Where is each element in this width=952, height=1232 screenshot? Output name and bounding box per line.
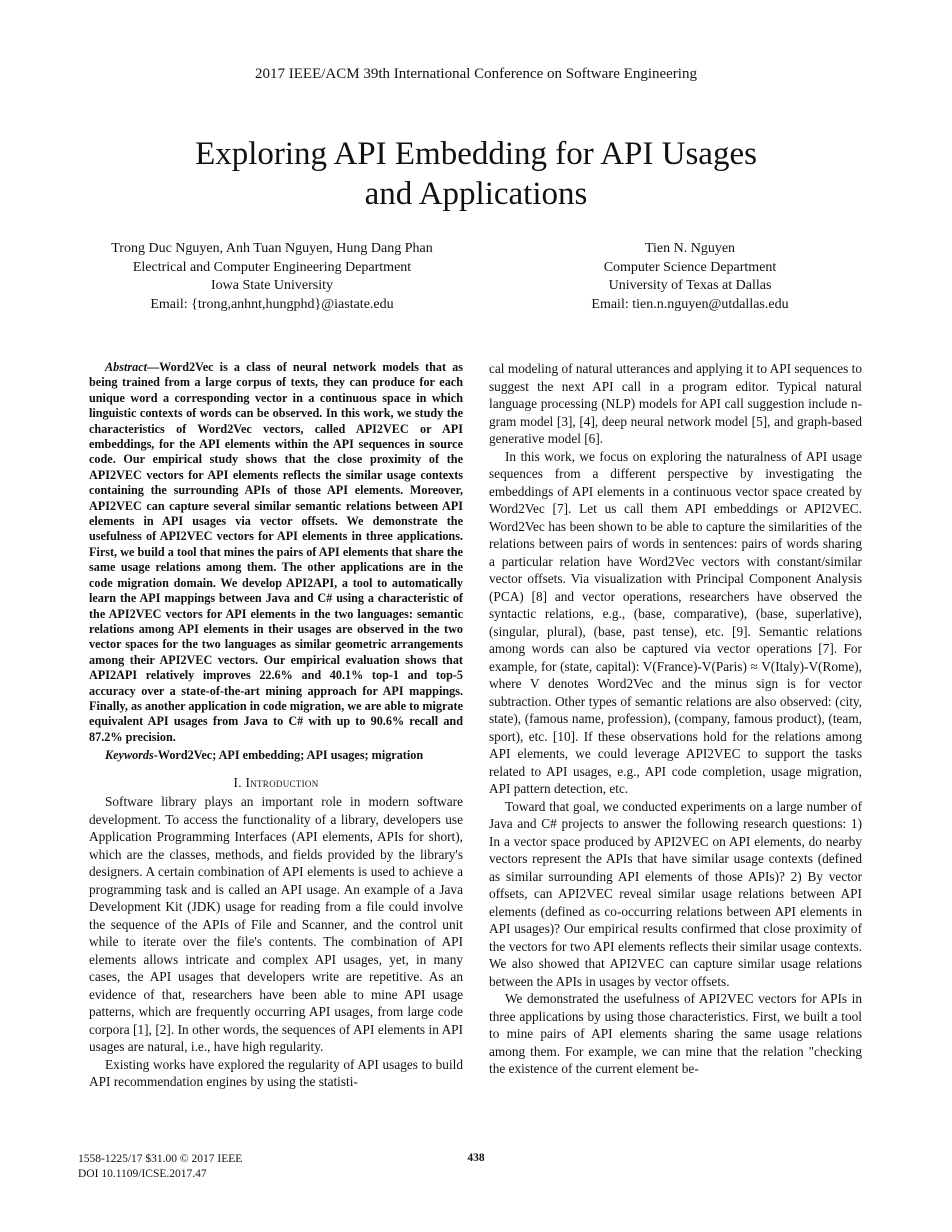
author-block-2 <box>540 240 840 314</box>
author-university: Iowa State University <box>210 278 334 293</box>
keywords-text: -Word2Vec; API embedding; API usages; migration <box>153 748 424 763</box>
author-university: University of Texas at Dallas <box>608 278 772 293</box>
left-column <box>89 360 463 1091</box>
author-block-1 <box>72 240 472 314</box>
section-number: I. <box>233 774 242 790</box>
section-heading-introduction <box>89 774 463 792</box>
author-names: Tien N. Nguyen <box>644 241 736 256</box>
keywords <box>89 748 463 763</box>
footer-doi: DOI 10.1109/ICSE.2017.47 <box>78 1168 207 1180</box>
author-department: Electrical and Computer Engineering Department <box>132 259 412 275</box>
author-email: Email: tien.n.nguyen@utdallas.edu <box>591 296 789 312</box>
conference-header: 2017 IEEE/ACM 39th International Conference on Software Engineering <box>255 66 697 82</box>
footer-issn: 1558-1225/17 $31.00 © 2017 IEEE <box>78 1153 243 1165</box>
paragraph: Software library plays an important role in modern software development. To access the functionality of a library, developers use Application Programming Interfaces (API elements, APIs for short), which are the classes, methods, and fields provided by the library's designers. A certain combination of API elements is used to achieve a programming task and is called an API usage. An example of a Java Development Kit (JDK) usage for reading from a file could involve the sequence of the APIs of File and Scanner, and the control unit while to iterate over the file's contents. The combination of API elements allows intricate and complex API usages, yet, in many cases, the API usages that developers write are repetitive. As an evidence of that, researchers have been able to mine API usage patterns, which are frequently occurring API usages, from large code corpora [1], [2]. In other words, the sequences of API elements in API usages are natural, i.e., have high regularity. <box>89 794 463 1055</box>
title-line-2: and Applications <box>364 176 588 212</box>
title-line-1: Exploring API Embedding for API Usages <box>195 136 757 172</box>
paragraph: Existing works have explored the regularity of API usages to build API recommendation engines by using the statisti- <box>89 1056 463 1090</box>
abstract <box>89 360 463 745</box>
paragraph: In this work, we focus on exploring the naturalness of API usage sequences from a different perspective by investigating the embeddings of API elements in a continuous vector space created by Word2Vec [7]. Let us call them API embeddings or API2VEC. Word2Vec has been shown to be able to capture the similarities of the relations between pairs of words in sentences: pairs of words sharing a particular relation have Word2Vec vectors with constant/similar vector offsets. Via visualization with Principal Component Analysis (PCA) [8] and vector operations, researchers have observed the syntactic relations, e.g., (base, comparative), (base, superlative), (singular, plural), (base, past tense), etc. [9]. Semantic relations among words can also be captured via vector operations [7]. For example, for (state, capital): V(France)-V(Paris) ≈ V(Italy)-V(Rome), where V denotes Word2Vec and the minus sign is for vector subtraction. Other types of semantic relations are also observed: (city, state), (famous name, profession), (company, famous product), (team, sport), etc. [10]. If these observations hold for the relations among API elements, we could leverage API2VEC to support the tasks related to API usages, e.g., API code completion, usage migration, API pattern detection, etc. <box>489 448 862 796</box>
paper-title <box>0 134 952 214</box>
right-column <box>489 360 862 1078</box>
paragraph: We demonstrated the usefulness of API2VEC vectors for APIs in three applications by using those characteristics. First, we built a tool to mine pairs of API elements sharing the same usage relations among them. For example, we can mine that the relation "checking the existence of the current element be- <box>489 991 862 1076</box>
author-email: Email: {trong,anhnt,hungphd}@iastate.edu <box>150 296 394 312</box>
page-number: 438 <box>467 1152 485 1164</box>
author-department: Computer Science Department <box>603 259 777 275</box>
abstract-lead: Abstract <box>105 360 147 374</box>
author-names: Trong Duc Nguyen, Anh Tuan Nguyen, Hung Dang Phan <box>111 241 433 256</box>
section-title: Introduction <box>245 774 319 790</box>
keywords-label: Keywords <box>105 748 154 763</box>
paragraph: cal modeling of natural utterances and applying it to API sequences to suggest the next API call in a program editor. Typical natural language processing (NLP) models for API call suggestion include n-gram model [3], [4], deep neural network model [5], and graph-based generative model [6]. <box>489 361 862 446</box>
paragraph: Toward that goal, we conducted experiments on a large number of Java and C# projects to answer the following research questions: 1) In a vector space produced by API2VEC on API elements, do nearby vectors represent the APIs that have similar usage contexts (defined as similar surrounding API elements of those APIs)? 2) By vector offsets, can API2VEC reveal similar usage relations between API elements (defined as co-occurring relations between API elements in API usages)? Our empirical results confirmed that close proximity of the vectors for two API elements reflects their similar usage contexts. We also showed that API2VEC can capture similar usage relations between the APIs in usages by vector offsets. <box>489 798 862 989</box>
abstract-text: —Word2Vec is a class of neural network models that as being trained from a large corpus of texts, they can produce for each unique word a corresponding vector in a continuous space in which linguistic contexts of words can be observed. In this work, we study the characteristics of Word2Vec vectors, called API2VEC or API embeddings, for the API elements within the API sequences in source code. Our empirical study shows that the close proximity of the API2VEC vectors for API elements reflects the similar usage contexts containing the surrounding APIs of those API elements. Moreover, API2VEC can capture several similar semantic relations between API elements in API usages via vector offsets. We demonstrate the usefulness of API2VEC vectors for API elements in three applications. First, we build a tool that mines the pairs of API elements that share the same usage relations among them. The other applications are in the code migration domain. We develop API2API, a tool to automatically learn the API mappings between Java and C# using a characteristic of the API2VEC vectors for API elements in the two languages: semantic relations among API elements in their usages are observed in the two vector spaces for the two languages as similar geometric arrangements among their API2VEC vectors. Our empirical evaluation shows that API2API relatively improves 22.6% and 40.1% top-1 and top-5 accuracy over a state-of-the-art mining approach for API mappings. Finally, as another application in code migration, we are able to migrate equivalent API usages from Java to C# with up to 90.6% recall and 87.2% precision. <box>89 360 463 744</box>
